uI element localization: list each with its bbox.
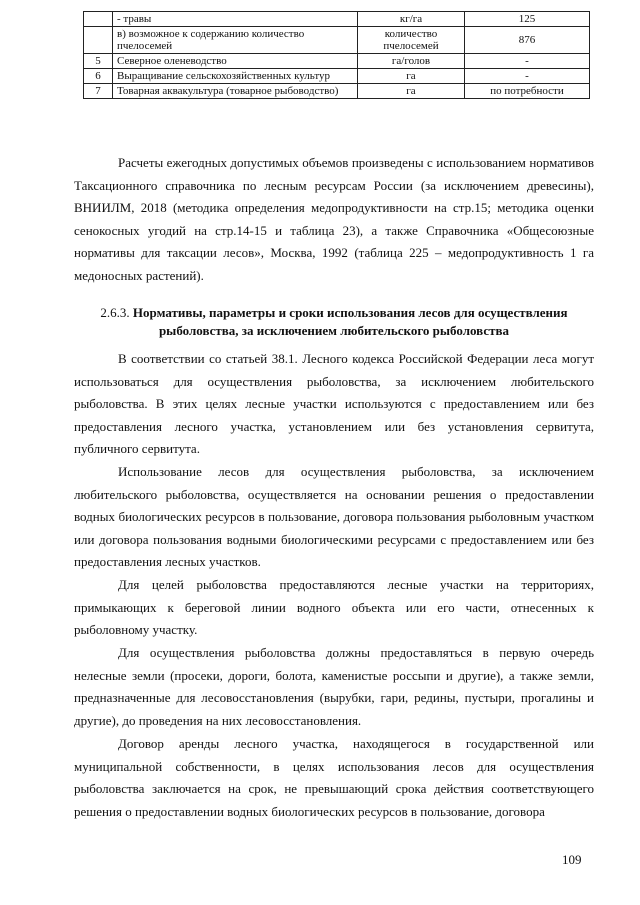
row-number xyxy=(84,12,113,27)
row-unit: га xyxy=(358,69,465,84)
row-value: 876 xyxy=(465,27,590,54)
row-name: - травы xyxy=(113,12,358,27)
row-number: 5 xyxy=(84,54,113,69)
row-value: - xyxy=(465,69,590,84)
row-number: 6 xyxy=(84,69,113,84)
row-name: Выращивание сельскохозяйственных культур xyxy=(113,69,358,84)
body-paragraph-text: Для осуществления рыболовства должны предоставляться в первую очередь нелесные земли (просеки, дороги, болота, каменистые россыпи и другие), а также земли, предназначенные для лесовосстановления (вырубки, гари, редины, пустыри, прогалины и другие), до проведения на них лесовосстановления. xyxy=(74,645,594,728)
row-unit: количество пчелосемей xyxy=(358,27,465,54)
section-title: Нормативы, параметры и сроки использования лесов для осуществления рыболовства, за исключением любительского рыболовства xyxy=(132,305,568,338)
table-row xyxy=(84,84,590,99)
table-row xyxy=(84,12,590,27)
row-name: Северное оленеводство xyxy=(113,54,358,69)
norms-table xyxy=(83,11,590,99)
table-row xyxy=(84,69,590,84)
row-value: - xyxy=(465,54,590,69)
body-paragraph xyxy=(74,642,594,732)
table-row xyxy=(84,54,590,69)
row-name: Товарная аквакультура (товарное рыбоводство) xyxy=(113,84,358,99)
row-unit: кг/га xyxy=(358,12,465,27)
page-number: 109 xyxy=(562,852,582,867)
row-value: по потребности xyxy=(465,84,590,99)
row-unit: га/голов xyxy=(358,54,465,69)
row-value: 125 xyxy=(465,12,590,27)
intro-paragraph xyxy=(74,152,594,287)
body-paragraph xyxy=(74,461,594,574)
body-paragraph-text: В соответствии со статьей 38.1. Лесного кодекса Российской Федерации леса могут использоваться для осуществления рыболовства, за исключением любительского рыболовства. В этих целях лесные участки используются с предоставлением или без предоставления лесного участка, установлением или без установления сервитута, публичного сервитута. xyxy=(74,351,594,456)
row-number xyxy=(84,27,113,54)
section-number: 2.6.3. xyxy=(100,305,130,320)
body-paragraph xyxy=(74,733,594,823)
table-row xyxy=(84,27,590,54)
body-paragraph-text: Для целей рыболовства предоставляются лесные участки на территориях, примыкающих к береговой линии водного объекта или его части, отнесенных к рыболовному участку. xyxy=(74,577,594,637)
row-unit: га xyxy=(358,84,465,99)
row-number: 7 xyxy=(84,84,113,99)
row-name: в) возможное к содержанию количество пчелосемей xyxy=(113,27,358,54)
body-paragraph xyxy=(74,574,594,642)
intro-paragraph-text: Расчеты ежегодных допустимых объемов произведены с использованием нормативов Таксационного справочника по лесным ресурсам России (за исключением древесины), ВНИИЛМ, 2018 (методика определения медопродуктивности на стр.15; методика оценки сенокосных угодий на стр.14-15 и таблица 23), а также Справочника «Общесоюзные нормативы для таксации лесов», Москва, 1992 (таблица 225 – медопродуктивность 1 га медоносных растений). xyxy=(74,155,594,283)
body-paragraph xyxy=(74,348,594,461)
body-paragraph-text: Использование лесов для осуществления рыболовства, за исключением любительского рыболовства, осуществляется на основании решения о предоставлении водных биологических ресурсов в пользование, договора пользования рыболовным участком или договора пользования водными биологическими ресурсами с предоставлением или без предоставления лесных участков. xyxy=(74,464,594,569)
section-heading xyxy=(74,304,594,340)
body-paragraph-text: Договор аренды лесного участка, находящегося в государственной или муниципальной собственности, в целях использования лесов для осуществления рыболовства заключается на срок, не превышающий срока действия соответствующего решения о предоставлении водных биологических ресурсов в пользование, договора xyxy=(74,736,594,819)
